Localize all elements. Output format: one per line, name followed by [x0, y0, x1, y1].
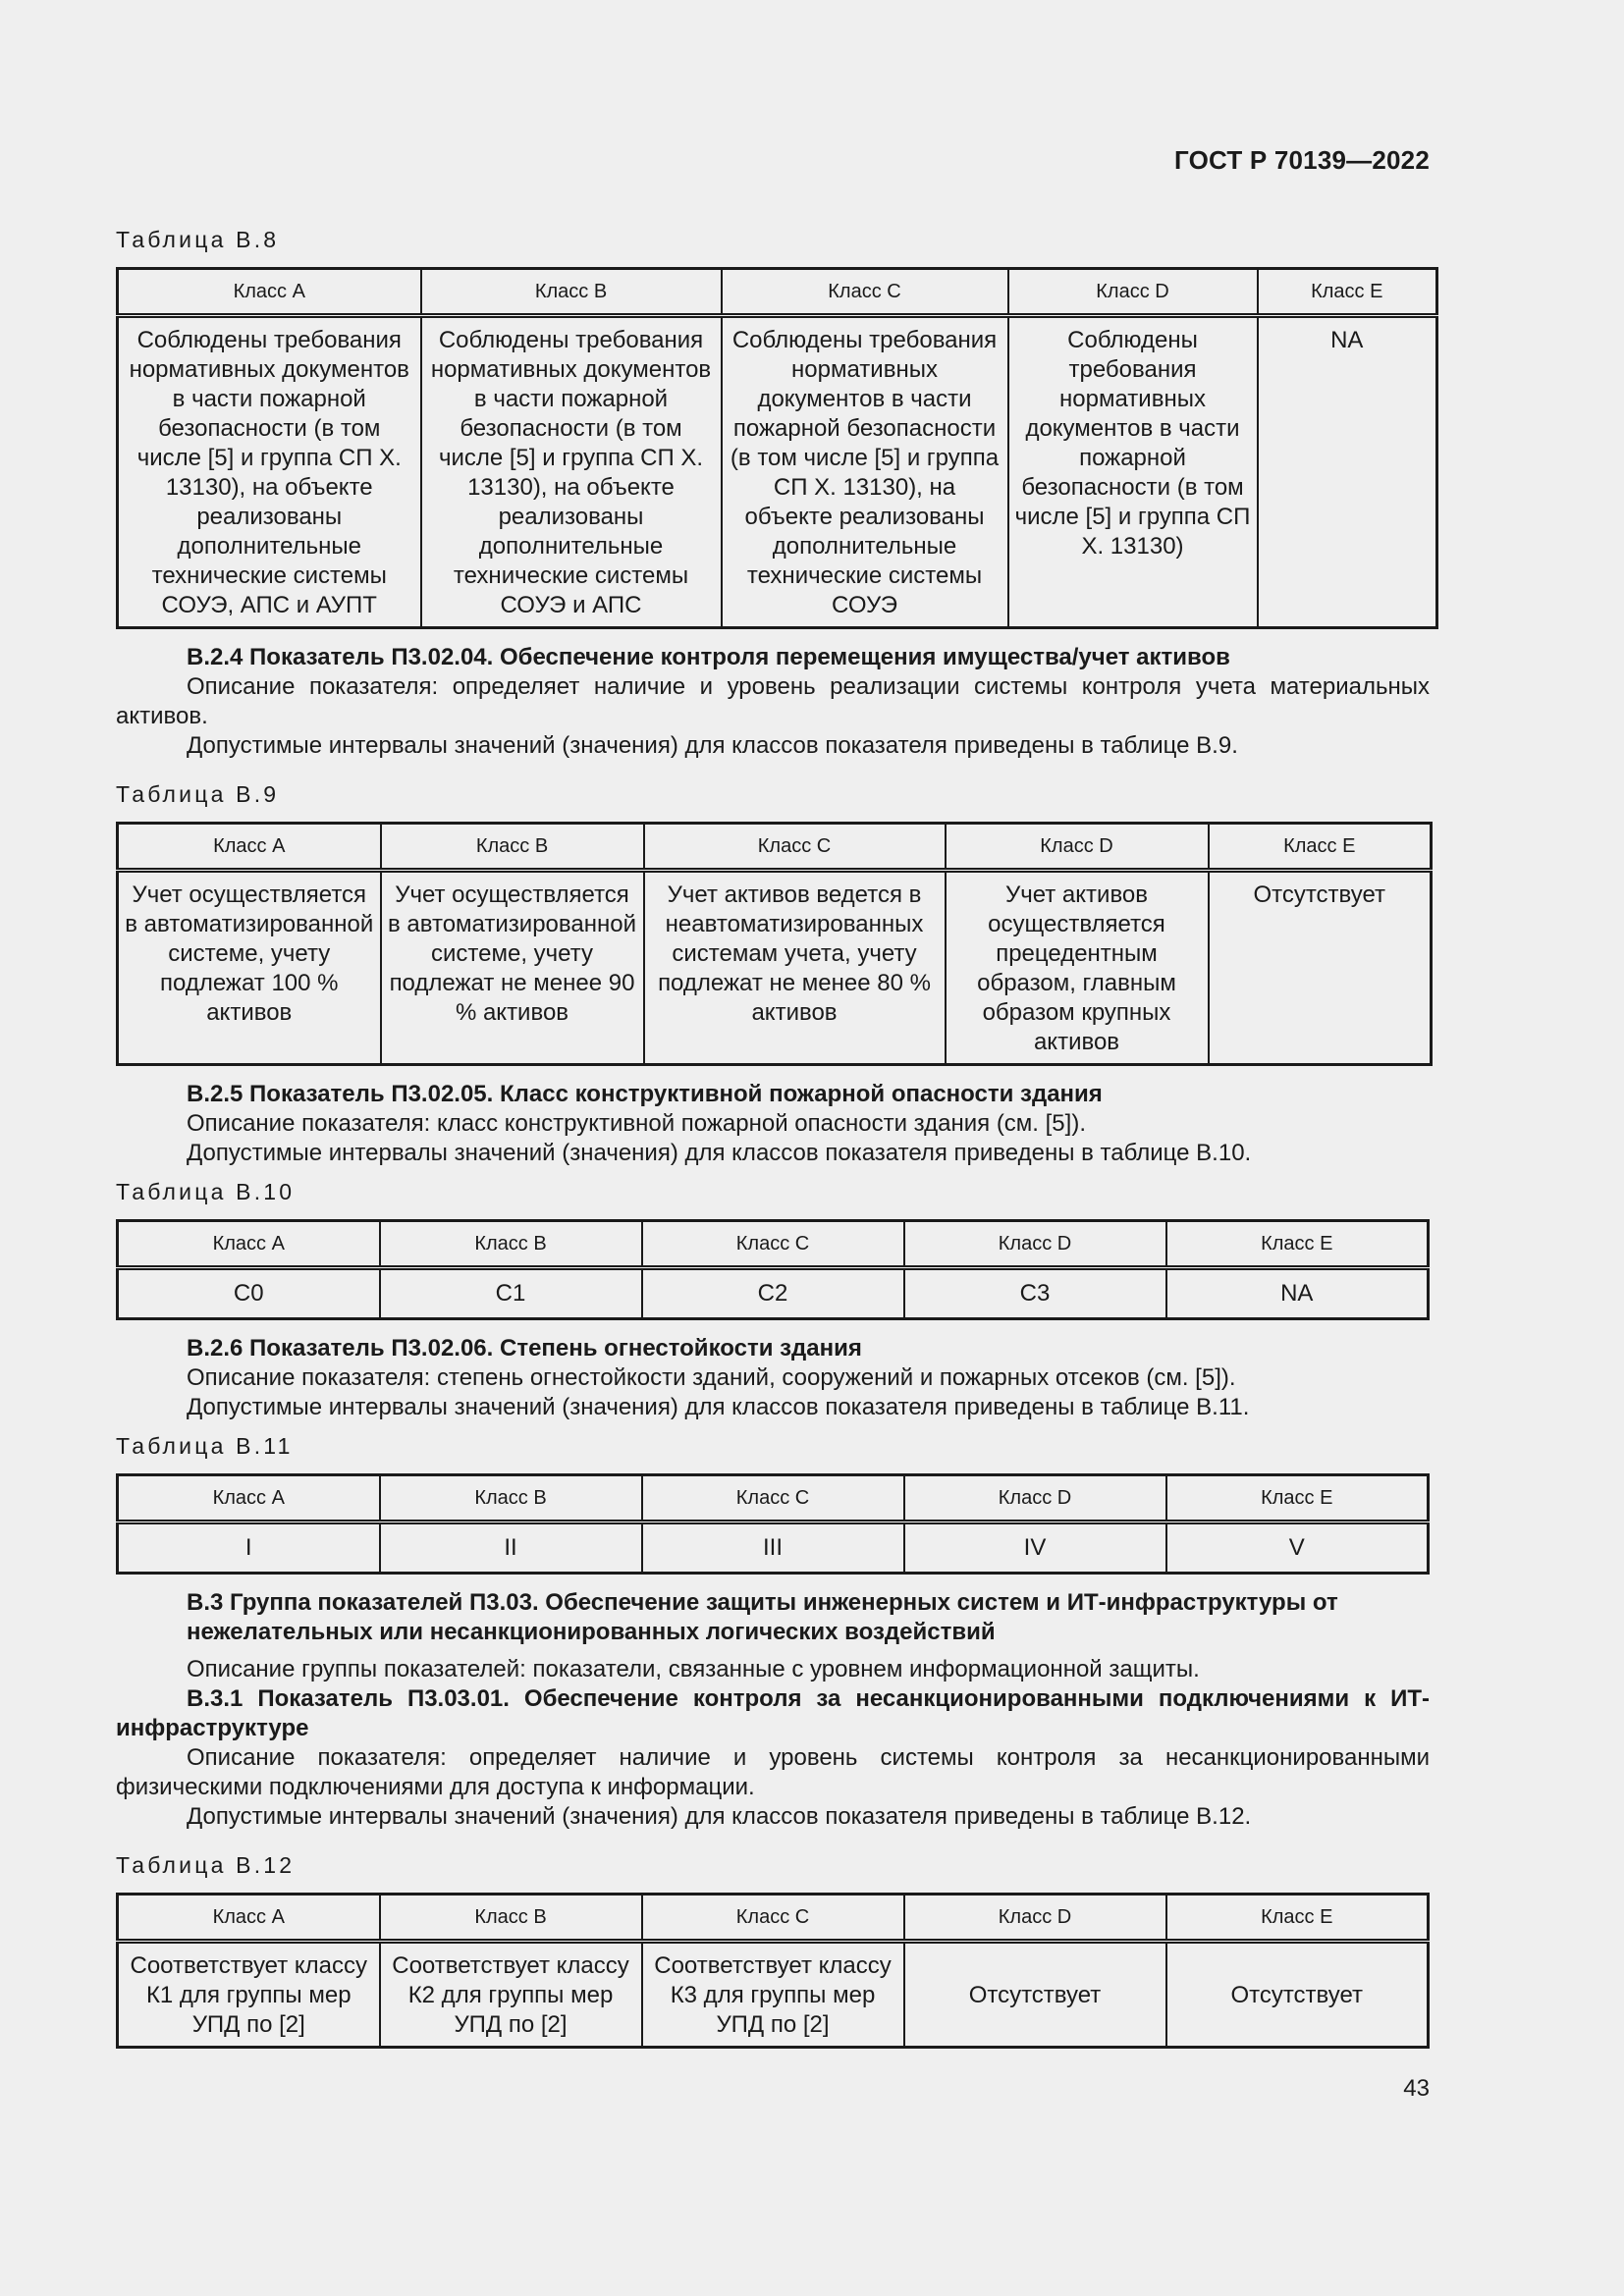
- cell-class-e: V: [1166, 1522, 1429, 1574]
- cell-class-b: Соблюдены требования нормативных документов в части пожарной безопасности (в том числе [5] и группа СП Х. 13130), на объекте реализованы дополнительные технические системы СОУЭ и АПС: [421, 316, 722, 628]
- cell-class-e: Отсутствует: [1166, 1942, 1429, 2048]
- page-content: [116, 226, 1430, 2049]
- col-header-class-d: Класс D: [904, 1475, 1166, 1522]
- table-row: [118, 316, 1437, 628]
- col-header-class-e: Класс E: [1166, 1475, 1429, 1522]
- table-b12: [116, 1893, 1430, 2049]
- table-header-row: [118, 1895, 1429, 1942]
- cell-class-a: Учет осуществляется в автоматизированной системе, учету подлежат 100 % активов: [118, 871, 381, 1065]
- table-b9: [116, 822, 1433, 1066]
- col-header-class-c: Класс C: [642, 1475, 904, 1522]
- table-caption-b9: Таблица В.9: [116, 781, 280, 807]
- table-header-row: [118, 1475, 1429, 1522]
- section-heading-b24: В.2.4 Показатель П3.02.04. Обеспечение контроля перемещения имущества/учет активов: [187, 644, 1230, 670]
- col-header-class-c: Класс C: [642, 1221, 904, 1268]
- cell-class-e: Отсутствует: [1209, 871, 1432, 1065]
- table-caption-b12: Таблица В.12: [116, 1852, 296, 1878]
- cell-class-d: IV: [904, 1522, 1166, 1574]
- col-header-class-b: Класс B: [380, 1895, 642, 1942]
- col-header-class-a: Класс A: [118, 824, 381, 871]
- cell-class-c: С2: [642, 1268, 904, 1319]
- table-b11: [116, 1473, 1430, 1575]
- col-header-class-d: Класс D: [904, 1895, 1166, 1942]
- cell-class-a: Соответствует классу К1 для группы мер УПД по [2]: [118, 1942, 380, 2048]
- col-header-class-c: Класс C: [644, 824, 946, 871]
- cell-class-a: I: [118, 1522, 380, 1574]
- cell-class-a: С0: [118, 1268, 380, 1319]
- cell-class-d: Учет активов осуществляется прецедентным образом, главным образом крупных активов: [946, 871, 1209, 1065]
- cell-class-d: Отсутствует: [904, 1942, 1166, 2048]
- section-ranges-b26: Допустимые интервалы значений (значения) для классов показателя приведены в таблице В.11.: [187, 1394, 1250, 1420]
- document-id-header: ГОСТ Р 70139—2022: [1174, 145, 1430, 175]
- col-header-class-a: Класс A: [118, 1895, 380, 1942]
- table-caption-b11: Таблица В.11: [116, 1433, 294, 1459]
- cell-class-c: Соблюдены требования нормативных документов в части пожарной безопасности (в том числе [5] и группа СП Х. 13130), на объекте реализованы дополнительные технические системы СОУЭ: [722, 316, 1008, 628]
- cell-class-b: Соответствует классу К2 для группы мер УПД по [2]: [380, 1942, 642, 2048]
- col-header-class-e: Класс E: [1166, 1895, 1429, 1942]
- section-ranges-b25: Допустимые интервалы значений (значения) для классов показателя приведены в таблице В.10.: [187, 1140, 1252, 1166]
- section-description-b24: Описание показателя: определяет наличие и уровень реализации системы контроля учета материальных активов.: [116, 673, 1430, 729]
- section-description-b26: Описание показателя: степень огнестойкости зданий, сооружений и пожарных отсеков (см. [5]).: [187, 1364, 1236, 1391]
- cell-class-b: С1: [380, 1268, 642, 1319]
- table-b8: [116, 267, 1438, 629]
- cell-class-a: Соблюдены требования нормативных документов в части пожарной безопасности (в том числе [5] и группа СП Х. 13130), на объекте реализованы дополнительные технические системы СОУЭ, АПС и АУПТ: [118, 316, 421, 628]
- cell-class-e: NA: [1258, 316, 1437, 628]
- col-header-class-d: Класс D: [904, 1221, 1166, 1268]
- cell-class-b: Учет осуществляется в автоматизированной системе, учету подлежат не менее 90 % активов: [381, 871, 644, 1065]
- table-row: [118, 1268, 1429, 1319]
- col-header-class-c: Класс C: [722, 269, 1008, 316]
- col-header-class-c: Класс C: [642, 1895, 904, 1942]
- table-header-row: [118, 269, 1437, 316]
- table-row: [118, 1522, 1429, 1574]
- cell-class-c: Учет активов ведется в неавтоматизированных системам учета, учету подлежат не менее 80 % активов: [644, 871, 946, 1065]
- cell-class-d: С3: [904, 1268, 1166, 1319]
- section-heading-b25: В.2.5 Показатель П3.02.05. Класс конструктивной пожарной опасности здания: [187, 1081, 1103, 1107]
- col-header-class-e: Класс E: [1209, 824, 1432, 871]
- col-header-class-d: Класс D: [946, 824, 1209, 871]
- cell-class-d: Соблюдены требования нормативных документов в части пожарной безопасности (в том числе [5] и группа СП Х. 13130): [1008, 316, 1258, 628]
- page-number: 43: [1403, 2075, 1430, 2102]
- table-caption-b10: Таблица В.10: [116, 1179, 296, 1204]
- section-ranges-b24: Допустимые интервалы значений (значения) для классов показателя приведены в таблице В.9.: [187, 732, 1238, 759]
- section-heading-b31: В.3.1 Показатель П3.03.01. Обеспечение контроля за несанкционированными подключениями к ИТ-инфраструктуре: [116, 1685, 1430, 1741]
- cell-class-e: NA: [1166, 1268, 1429, 1319]
- col-header-class-e: Класс E: [1258, 269, 1437, 316]
- section-ranges-b31: Допустимые интервалы значений (значения) для классов показателя приведены в таблице В.12.: [187, 1803, 1252, 1830]
- col-header-class-e: Класс E: [1166, 1221, 1429, 1268]
- col-header-class-d: Класс D: [1008, 269, 1258, 316]
- section-heading-b26: В.2.6 Показатель П3.02.06. Степень огнестойкости здания: [187, 1335, 862, 1362]
- table-b10: [116, 1219, 1430, 1320]
- table-row: [118, 871, 1432, 1065]
- col-header-class-a: Класс A: [118, 1221, 380, 1268]
- col-header-class-a: Класс A: [118, 1475, 380, 1522]
- section-description-b25: Описание показателя: класс конструктивной пожарной опасности здания (см. [5]).: [187, 1110, 1086, 1137]
- section-description-b3: Описание группы показателей: показатели, связанные с уровнем информационной защиты.: [187, 1656, 1200, 1682]
- table-caption-b8: Таблица В.8: [116, 227, 280, 252]
- table-row: [118, 1942, 1429, 2048]
- col-header-class-b: Класс B: [421, 269, 722, 316]
- cell-class-c: III: [642, 1522, 904, 1574]
- cell-class-c: Соответствует классу К3 для группы мер УПД по [2]: [642, 1942, 904, 2048]
- col-header-class-b: Класс B: [381, 824, 644, 871]
- col-header-class-a: Класс A: [118, 269, 421, 316]
- col-header-class-b: Класс B: [380, 1475, 642, 1522]
- table-header-row: [118, 1221, 1429, 1268]
- section-description-b31: Описание показателя: определяет наличие и уровень системы контроля за несанкционированными физическими подключениями для доступа к информации.: [116, 1744, 1430, 1800]
- cell-class-b: II: [380, 1522, 642, 1574]
- table-header-row: [118, 824, 1432, 871]
- col-header-class-b: Класс B: [380, 1221, 642, 1268]
- section-heading-b3: В.3 Группа показателей П3.03. Обеспечение защиты инженерных систем и ИТ-инфраструктуры от нежелательных или несанкционированных логических воздействий: [187, 1589, 1338, 1645]
